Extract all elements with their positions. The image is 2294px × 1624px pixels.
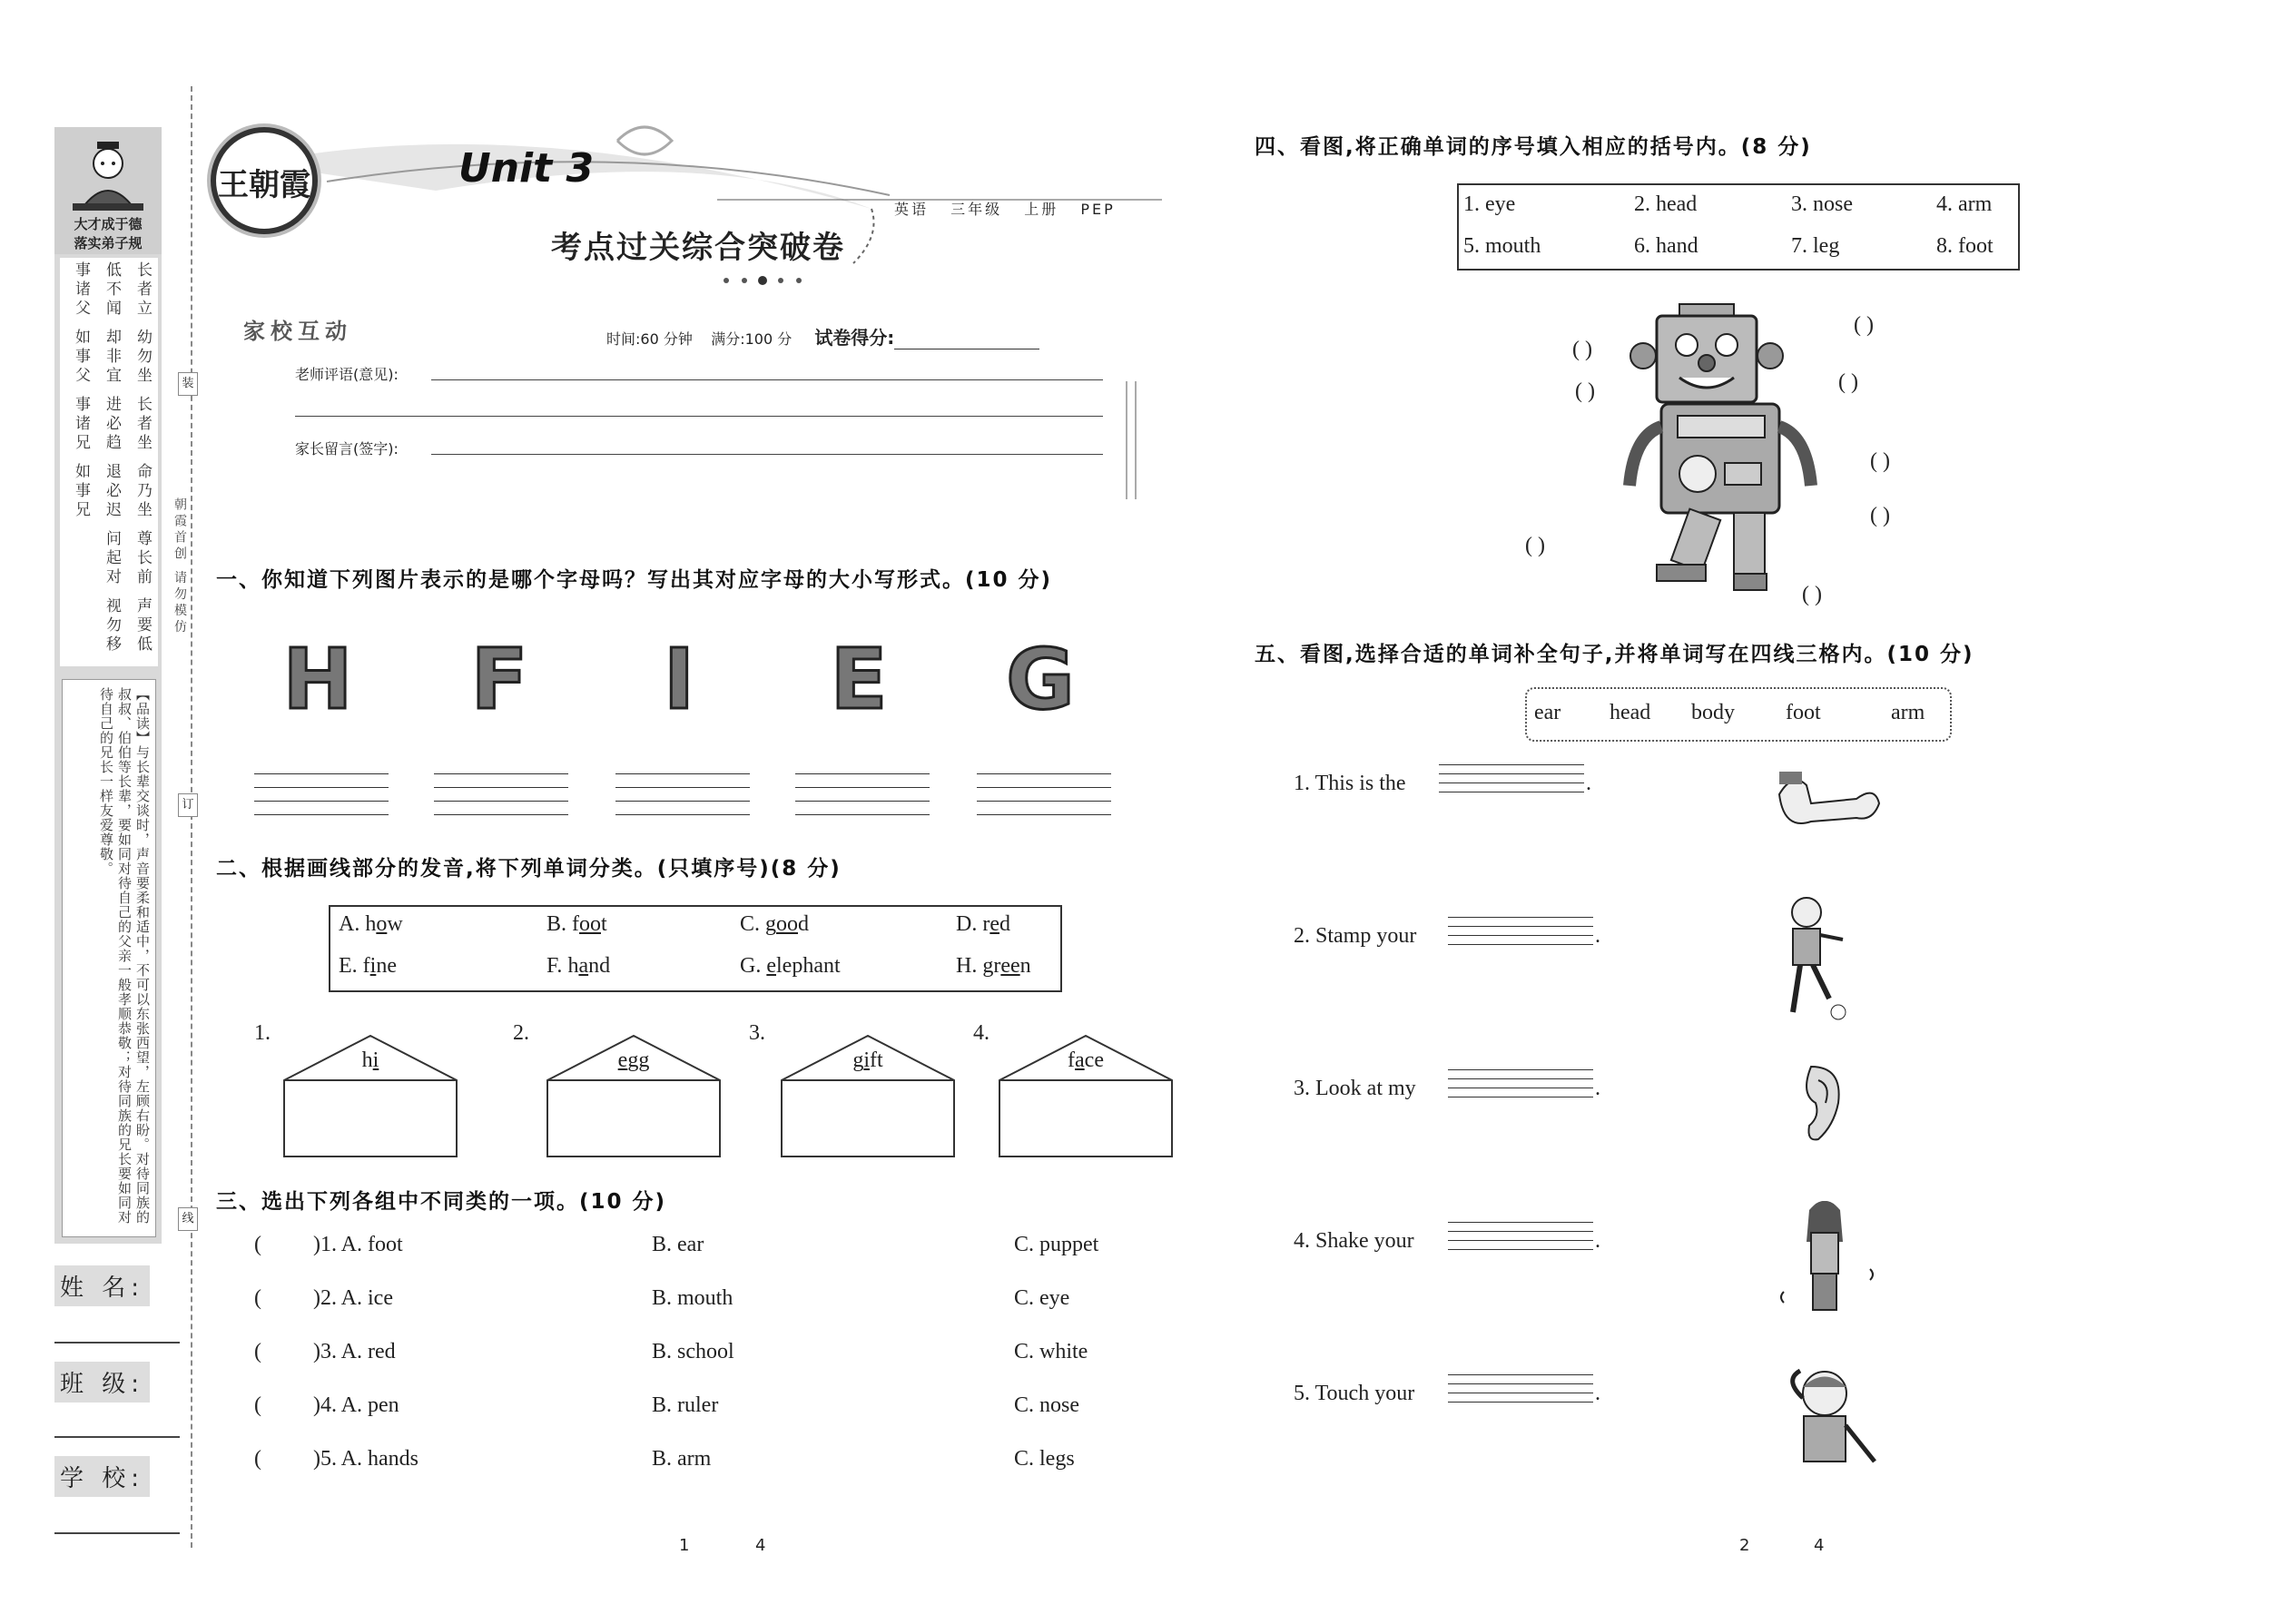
house-word [781, 1048, 955, 1073]
letter-g-picture: G [1006, 631, 1075, 728]
sentence: 2. Stamp your [1294, 924, 1417, 948]
dots-icon [717, 275, 817, 286]
page-number: 2 [1739, 1536, 1750, 1555]
ear-picture [1793, 1062, 1847, 1144]
answer-paren[interactable]: ( [254, 1286, 261, 1310]
sec1-title: 一、你知道下列图片表示的是哪个字母吗？写出其对应字母的大小写形式。(10 分) [216, 568, 1053, 592]
writing-lines[interactable] [434, 773, 568, 815]
verse-col: 进必趋 [103, 396, 121, 453]
motto-line1: 大才成于德 [74, 216, 143, 232]
cut-line [191, 86, 192, 1548]
home-school-heading: 家校互动 [243, 319, 352, 344]
option-letter: B. [546, 912, 573, 936]
option-word: ear [1534, 701, 1561, 724]
word-part: d [999, 912, 1010, 936]
body-word: 7. leg [1791, 234, 1840, 258]
stamping-boy-picture [1766, 894, 1866, 1030]
word-part: ft [870, 1048, 883, 1072]
sentence-period: . [1595, 1382, 1600, 1405]
choice-c: C. eye [1014, 1286, 1070, 1310]
verse-box [60, 258, 158, 666]
word-option [956, 954, 1031, 979]
edition: PEP [1080, 201, 1116, 218]
word-option [740, 954, 841, 979]
underlined-sound: a [1075, 1048, 1085, 1072]
verse-col: 长者坐 [133, 396, 152, 453]
word-part: h [567, 954, 579, 978]
choice-b: B. ear [652, 1233, 704, 1256]
house-number: 2. [513, 1021, 529, 1045]
word-option [956, 912, 1010, 937]
choice-c: C. nose [1014, 1393, 1079, 1417]
underlined-sound: e [766, 954, 776, 978]
verse-col: 声要低 [133, 597, 152, 655]
house-number: 3. [749, 1021, 765, 1045]
answer-paren[interactable]: ( ) [1870, 504, 1890, 527]
motto-line2: 落实弟子规 [74, 235, 143, 251]
option-word: arm [1891, 701, 1925, 724]
sentence: 3. Look at my [1294, 1077, 1416, 1100]
house-word [546, 1048, 721, 1073]
page-number: 4 [1814, 1536, 1825, 1555]
option-word: head [1610, 701, 1651, 724]
house-number: 4. [973, 1021, 989, 1045]
choice-a: )5. A. hands [313, 1447, 418, 1471]
sentence-period: . [1595, 1077, 1600, 1100]
word-part: f [572, 912, 580, 936]
sentence: 4. Shake your [1294, 1229, 1414, 1253]
score-label: 试卷得分: [814, 327, 895, 349]
underlined-sound: a [578, 954, 589, 978]
sentence: 1. This is the [1294, 772, 1406, 795]
verse-col: 问起对 [103, 530, 121, 587]
word-part: ce [1084, 1048, 1104, 1072]
choice-a: )2. A. ice [313, 1286, 393, 1310]
cut-mark: 装 [178, 372, 198, 396]
underlined-sound: oo [579, 912, 602, 936]
unit-title: Unit 3 [458, 145, 595, 192]
option-letter: D. [956, 912, 983, 936]
writing-lines[interactable] [615, 773, 750, 815]
time-limit: 时间:60 分钟 [606, 330, 693, 348]
volume: 上册 [1024, 201, 1059, 218]
answer-lines[interactable] [1439, 764, 1584, 801]
verse-col: 事诸父 [72, 261, 90, 319]
cut-mark: 订 [178, 793, 198, 817]
class-label: 班 级: [54, 1362, 150, 1403]
verse-col: 如事兄 [72, 463, 90, 520]
boy-touching-head-picture [1775, 1362, 1884, 1466]
choice-b: B. school [652, 1340, 734, 1363]
teacher-comment-field-2[interactable] [295, 416, 1103, 417]
answer-paren[interactable]: ( [254, 1447, 261, 1471]
answer-paren[interactable]: ( ) [1575, 379, 1595, 403]
answer-paren[interactable]: ( ) [1802, 583, 1822, 606]
word-part: nd [588, 954, 611, 978]
body-word-box [1457, 183, 2020, 271]
choice-a: )1. A. foot [313, 1233, 403, 1256]
title-dots [717, 272, 817, 290]
robot-picture [1607, 300, 1852, 599]
option-word: body [1691, 701, 1735, 724]
full-score: 满分:100 分 [711, 330, 793, 348]
verse-col: 长者立 [133, 261, 152, 319]
dancing-girl-picture [1775, 1196, 1884, 1314]
word-box [329, 905, 1062, 992]
arm-picture [1775, 767, 1884, 840]
writing-lines[interactable] [254, 773, 389, 815]
word-part: t [601, 912, 607, 936]
verse-col: 视勿移 [103, 597, 121, 655]
choice-c: C. legs [1014, 1447, 1075, 1471]
word-part: f [1068, 1048, 1076, 1072]
word-part: h [365, 912, 377, 936]
school-label: 学 校: [54, 1456, 150, 1497]
word-option [546, 912, 607, 937]
answer-paren[interactable]: ( ) [1870, 449, 1890, 473]
house-word [999, 1048, 1173, 1073]
choice-a: )4. A. pen [313, 1393, 399, 1417]
page-number: 4 [755, 1536, 766, 1555]
sentence: 5. Touch your [1294, 1382, 1415, 1405]
verse-col: 如事父 [72, 329, 90, 386]
word-part: g [852, 1048, 864, 1072]
parent-comment-field[interactable] [431, 454, 1103, 455]
school-field[interactable] [54, 1532, 180, 1534]
exam-info [606, 323, 1039, 349]
underlined-sound: oo [776, 912, 799, 936]
name-label: 姓 名: [54, 1265, 150, 1306]
choice-b: B. mouth [652, 1286, 733, 1310]
answer-paren[interactable]: ( [254, 1393, 261, 1417]
body-word: 2. head [1634, 192, 1698, 216]
answer-lines[interactable] [1448, 1222, 1593, 1258]
answer-paren[interactable]: ( ) [1854, 313, 1874, 337]
letter-pictures [268, 631, 1121, 749]
answer-paren[interactable]: ( ) [1525, 534, 1545, 557]
underlined-sound: o [376, 912, 388, 936]
pindu-box [62, 679, 156, 1237]
answer-lines[interactable] [1448, 917, 1593, 953]
underlined-sound: i [369, 954, 377, 978]
verse-col: 幼勿坐 [133, 329, 152, 386]
scholar-mascot-icon [54, 127, 162, 214]
sec2-title: 二、根据画线部分的发音,将下列单词分类。(只填序号)(8 分) [216, 857, 842, 881]
underlined-sound: i [863, 1048, 870, 1072]
house-number: 1. [254, 1021, 271, 1045]
parent-comment-label: 家长留言(签字): [295, 440, 399, 458]
answer-paren[interactable]: ( [254, 1340, 261, 1363]
verse-col: 命乃坐 [133, 463, 152, 520]
word-part: w [387, 912, 403, 936]
word-part: ne [376, 954, 397, 978]
grade: 三年级 [950, 201, 1003, 218]
logo-text: 王朝霞 [218, 167, 310, 203]
body-word: 4. arm [1936, 192, 1993, 216]
word-option [339, 954, 397, 979]
underlined-sound: ee [1000, 954, 1020, 978]
sec4-title: 四、看图,将正确单词的序号填入相应的括号内。(8 分) [1255, 135, 1812, 159]
option-letter: A. [339, 912, 366, 936]
course-meta [894, 198, 1130, 219]
sentence-period: . [1595, 1229, 1600, 1253]
sentence-period: . [1586, 772, 1591, 795]
option-letter: C. [740, 912, 766, 936]
word-part: f [362, 954, 370, 978]
body-word: 3. nose [1791, 192, 1853, 216]
verse-col: 退必迟 [103, 463, 121, 520]
word-option [546, 954, 610, 979]
word-part: r [982, 912, 990, 936]
name-field[interactable] [54, 1342, 180, 1343]
deco-bars [1126, 381, 1137, 499]
choice-b: B. ruler [652, 1393, 719, 1417]
letter-h-picture: H [282, 631, 353, 728]
option-box [1525, 687, 1952, 742]
answer-paren[interactable]: ( ) [1572, 338, 1592, 361]
choice-b: B. arm [652, 1447, 712, 1471]
sentence-period: . [1595, 924, 1600, 948]
option-letter: E. [339, 954, 363, 978]
answer-lines[interactable] [1448, 1374, 1593, 1411]
underlined-sound: e [989, 912, 999, 936]
choice-c: C. white [1014, 1340, 1088, 1363]
option-word: foot [1786, 701, 1821, 724]
house-word [283, 1048, 458, 1073]
word-option [339, 912, 403, 937]
verse-col: 尊长前 [133, 530, 152, 587]
page-number: 1 [679, 1536, 690, 1555]
body-word: 6. hand [1634, 234, 1698, 258]
teacher-comment-label: 老师评语(意见): [295, 366, 399, 383]
side-note: 朝霞首创 请勿模仿 [172, 497, 187, 636]
word-part: n [1019, 954, 1031, 978]
verse-col: 低不闻 [103, 261, 121, 319]
option-letter: G. [740, 954, 767, 978]
underlined-sound: e [617, 1048, 628, 1072]
class-field[interactable] [54, 1436, 180, 1438]
letter-e-picture: E [830, 631, 888, 728]
word-part: gg [627, 1048, 650, 1072]
pindu-text: 【品读】与长辈交谈时，声音要柔和适中，不可以东张西望，左顾右盼。对待同族的叔叔、伯伯等长辈，要如同对待自己的父亲一般孝顺恭敬；对待同族的兄长要如同对待自己的兄长一样友爱尊敬。 [98, 687, 151, 1225]
word-option [740, 912, 809, 937]
cut-mark: 线 [178, 1207, 198, 1231]
answer-lines[interactable] [1448, 1069, 1593, 1106]
sec5-title: 五、看图,选择合适的单词补全句子,并将单词写在四线三格内。(10 分) [1255, 643, 1974, 666]
word-part: g [765, 912, 777, 936]
answer-paren[interactable]: ( [254, 1233, 261, 1256]
word-part: lephant [776, 954, 841, 978]
letter-i-picture: I [663, 631, 695, 728]
body-word: 5. mouth [1463, 234, 1541, 258]
verse-col: 事诸兄 [72, 396, 90, 453]
writing-lines[interactable] [977, 773, 1111, 815]
body-word: 1. eye [1463, 192, 1516, 216]
subject: 英语 [894, 201, 930, 218]
underlined-sound: i [372, 1048, 379, 1072]
verse-col: 却非宜 [103, 329, 121, 386]
writing-lines[interactable] [795, 773, 930, 815]
page-title: 考点过关综合突破卷 [551, 230, 845, 266]
word-part: h [361, 1048, 373, 1072]
answer-paren[interactable]: ( ) [1838, 370, 1858, 394]
choice-c: C. puppet [1014, 1233, 1099, 1256]
teacher-comment-field[interactable] [431, 379, 1103, 380]
option-letter: H. [956, 954, 983, 978]
option-letter: F. [546, 954, 568, 978]
body-word: 8. foot [1936, 234, 1994, 258]
sec3-title: 三、选出下列各组中不同类的一项。(10 分) [216, 1190, 667, 1214]
word-part: gr [982, 954, 1001, 978]
choice-a: )3. A. red [313, 1340, 396, 1363]
word-part: d [798, 912, 810, 936]
letter-f-picture: F [470, 631, 528, 728]
brand-logo [211, 127, 318, 234]
